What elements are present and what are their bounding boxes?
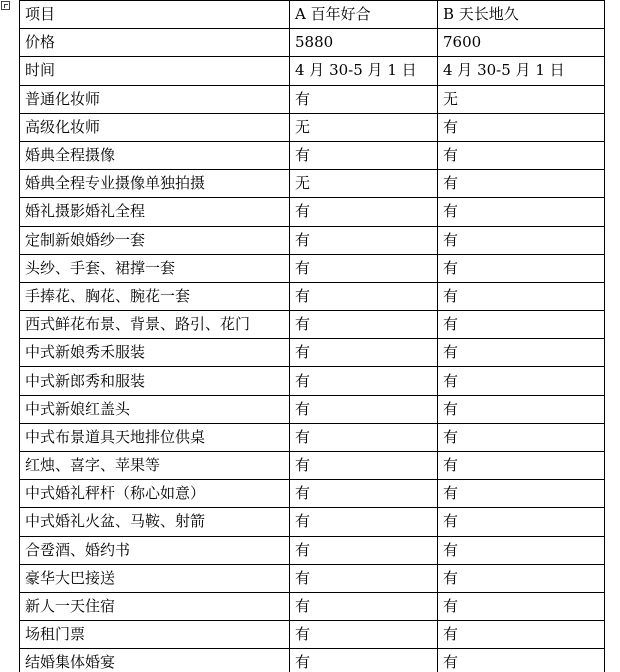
row-package-a-cell: 有 — [290, 226, 438, 254]
table-row — [20, 480, 605, 508]
row-package-b-cell: 有 — [438, 339, 605, 367]
table-row — [20, 649, 605, 672]
row-package-b-cell: 有 — [438, 508, 605, 536]
row-package-a-cell: 有 — [290, 592, 438, 620]
row-item-cell: 新人一天住宿 — [20, 592, 290, 620]
row-item-cell: 中式婚礼火盆、马鞍、射箭 — [20, 508, 290, 536]
table-row — [20, 508, 605, 536]
row-package-a-cell: 有 — [290, 85, 438, 113]
row-package-b-cell: 有 — [438, 141, 605, 169]
row-package-b-cell: 有 — [438, 480, 605, 508]
row-item-cell: 结婚集体婚宴 — [20, 649, 290, 672]
table-row — [20, 339, 605, 367]
row-package-a-cell: 有 — [290, 141, 438, 169]
row-package-a-cell: 有 — [290, 536, 438, 564]
row-package-a-cell: 有 — [290, 198, 438, 226]
row-package-b-cell: 有 — [438, 198, 605, 226]
table-row — [20, 367, 605, 395]
header-package-a: A 百年好合 — [290, 1, 438, 29]
row-item-cell: 时间 — [20, 57, 290, 85]
table-row — [20, 226, 605, 254]
table-row — [20, 141, 605, 169]
row-package-a-cell: 有 — [290, 480, 438, 508]
table-row — [20, 564, 605, 592]
row-item-cell: 中式新郎秀和服装 — [20, 367, 290, 395]
row-package-b-cell: 有 — [438, 113, 605, 141]
row-package-a-cell: 有 — [290, 564, 438, 592]
header-package-b: B 天长地久 — [438, 1, 605, 29]
table-row — [20, 311, 605, 339]
row-item-cell: 婚礼摄影婚礼全程 — [20, 198, 290, 226]
table-row — [20, 29, 605, 57]
table-row — [20, 452, 605, 480]
row-item-cell: 婚典全程专业摄像单独拍摄 — [20, 170, 290, 198]
row-package-a-cell: 有 — [290, 395, 438, 423]
table-row — [20, 170, 605, 198]
row-package-b-cell: 有 — [438, 452, 605, 480]
table-row — [20, 395, 605, 423]
row-package-b-cell: 有 — [438, 592, 605, 620]
row-package-b-cell: 有 — [438, 226, 605, 254]
row-item-cell: 手捧花、胸花、腕花一套 — [20, 282, 290, 310]
header-item: 项目 — [20, 1, 290, 29]
row-package-b-cell: 有 — [438, 649, 605, 672]
row-package-b-cell: 有 — [438, 423, 605, 451]
row-package-a-cell: 4 月 30-5 月 1 日 — [290, 57, 438, 85]
row-package-b-cell: 有 — [438, 367, 605, 395]
row-package-b-cell: 有 — [438, 621, 605, 649]
row-item-cell: 高级化妆师 — [20, 113, 290, 141]
row-package-a-cell: 有 — [290, 508, 438, 536]
package-comparison-table — [19, 0, 605, 672]
row-package-a-cell: 5880 — [290, 29, 438, 57]
row-package-a-cell: 有 — [290, 621, 438, 649]
row-package-b-cell: 有 — [438, 564, 605, 592]
table-row — [20, 198, 605, 226]
row-item-cell: 西式鲜花布景、背景、路引、花门 — [20, 311, 290, 339]
table-row — [20, 254, 605, 282]
table-move-handle-icon[interactable] — [1, 1, 10, 10]
row-item-cell: 场租门票 — [20, 621, 290, 649]
row-package-b-cell: 有 — [438, 254, 605, 282]
row-item-cell: 定制新娘婚纱一套 — [20, 226, 290, 254]
row-item-cell: 豪华大巴接送 — [20, 564, 290, 592]
row-package-b-cell: 有 — [438, 282, 605, 310]
table-row — [20, 57, 605, 85]
table-row — [20, 423, 605, 451]
row-package-a-cell: 有 — [290, 339, 438, 367]
table-row — [20, 113, 605, 141]
row-package-b-cell: 有 — [438, 395, 605, 423]
table-row — [20, 592, 605, 620]
table-row — [20, 621, 605, 649]
row-package-a-cell: 有 — [290, 254, 438, 282]
row-item-cell: 婚典全程摄像 — [20, 141, 290, 169]
row-item-cell: 普通化妆师 — [20, 85, 290, 113]
row-package-b-cell: 有 — [438, 311, 605, 339]
row-item-cell: 中式新娘秀禾服装 — [20, 339, 290, 367]
row-package-a-cell: 有 — [290, 367, 438, 395]
row-item-cell: 红烛、喜字、苹果等 — [20, 452, 290, 480]
row-package-b-cell: 无 — [438, 85, 605, 113]
row-package-a-cell: 无 — [290, 170, 438, 198]
row-package-a-cell: 有 — [290, 423, 438, 451]
row-item-cell: 中式布景道具天地排位供桌 — [20, 423, 290, 451]
row-package-b-cell: 4 月 30-5 月 1 日 — [438, 57, 605, 85]
row-package-a-cell: 有 — [290, 282, 438, 310]
row-package-a-cell: 有 — [290, 649, 438, 672]
row-item-cell: 中式新娘红盖头 — [20, 395, 290, 423]
row-item-cell: 头纱、手套、裙撑一套 — [20, 254, 290, 282]
table-header-row — [20, 1, 605, 29]
row-package-b-cell: 有 — [438, 170, 605, 198]
table-row — [20, 536, 605, 564]
table-row — [20, 85, 605, 113]
row-package-b-cell: 7600 — [438, 29, 605, 57]
table-row — [20, 282, 605, 310]
row-item-cell: 合卺酒、婚约书 — [20, 536, 290, 564]
row-package-a-cell: 有 — [290, 311, 438, 339]
row-item-cell: 价格 — [20, 29, 290, 57]
row-package-a-cell: 无 — [290, 113, 438, 141]
row-package-b-cell: 有 — [438, 536, 605, 564]
row-package-a-cell: 有 — [290, 452, 438, 480]
row-item-cell: 中式婚礼秤杆（称心如意） — [20, 480, 290, 508]
